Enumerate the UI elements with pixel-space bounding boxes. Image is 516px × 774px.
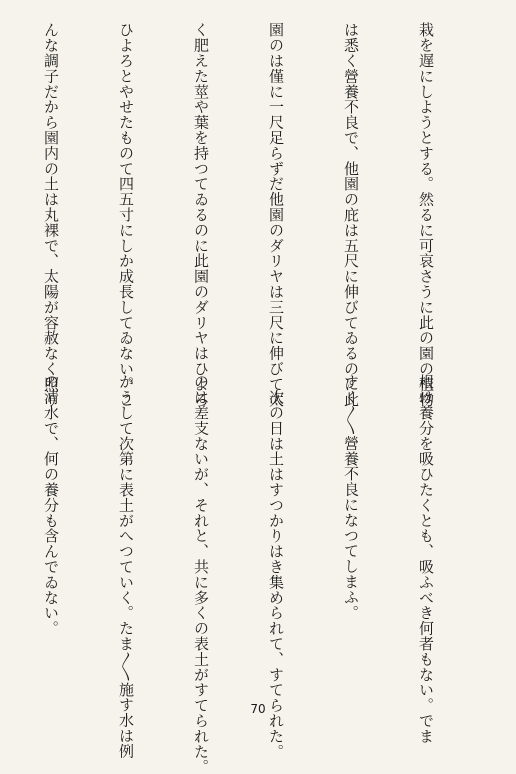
text-block-top: [0, 22, 488, 407]
text-line: 根は養分を吸ひたくとも、吸ふべき何者もない。でま: [417, 374, 435, 744]
page-number: 70: [250, 702, 266, 716]
text-line: ひよろとやせたものて四五寸にしか成長してゐない。こ: [117, 22, 135, 407]
text-line: 栽を遅にしようとする。然るに可哀さうに此の園の植物: [417, 22, 435, 407]
text-line: んな調子だから園内の土は丸裸で、太陽が容赦なく照り: [42, 22, 60, 407]
text-line: の清水で、何の養分も含んでゐない。: [42, 374, 60, 636]
text-line: 園のは僅に一尺足らずだ他園のダリヤは三尺に伸びて太: [267, 22, 285, 407]
text-line: かうして次第に表土がへつていく。たま〳〵施す水は例: [117, 374, 135, 759]
text-line: のは差支ないが、それと、共に多くの表土がすてられた。: [192, 374, 210, 774]
text-line: く肥えた莖や葉を持つてゐるのに此園のダリヤはひよろ: [192, 22, 210, 407]
text-line: 次の日は土はすつかりはき集められて、すてられた。: [267, 374, 285, 759]
text-line: は悉く營養不良で、他園の庇は五尺に伸びてゐるのに此: [342, 22, 360, 407]
text-line: すく〳〵營養不良になつてしまふ。: [342, 374, 360, 620]
